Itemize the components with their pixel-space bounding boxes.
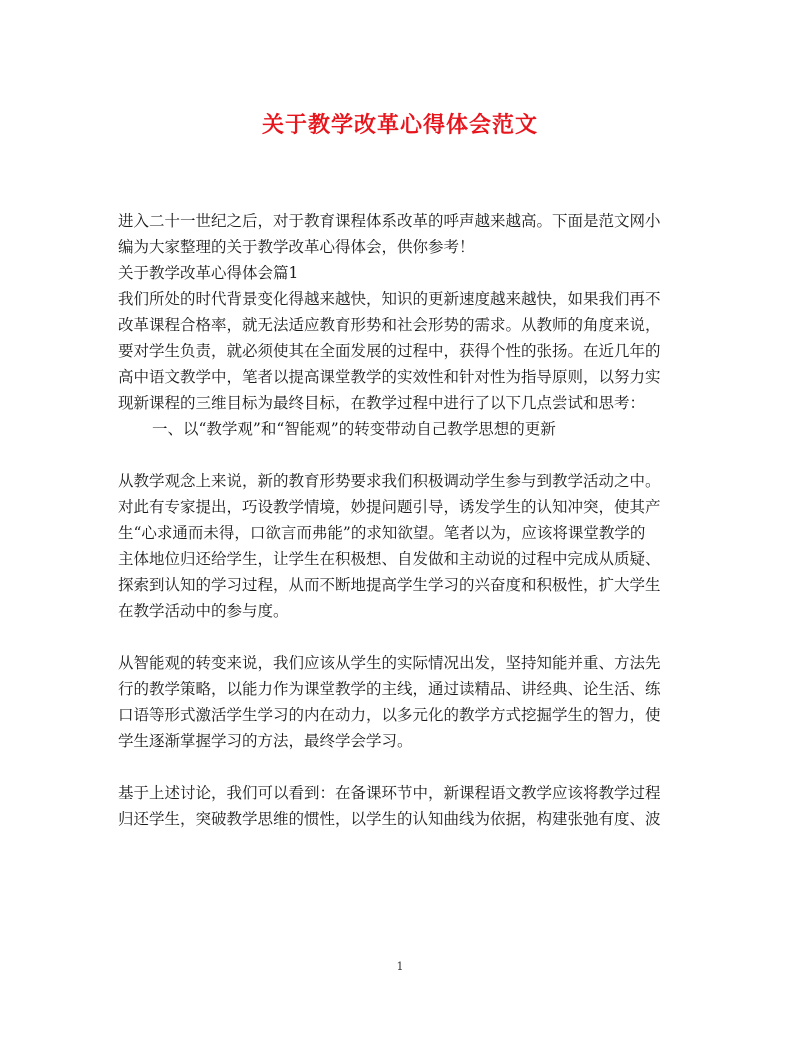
paragraph-line: 从教学观念上来说，新的教育形势要求我们积极调动学生参与到教学活动之中。 — [118, 472, 661, 490]
paragraph-line: 行的教学策略，以能力作为课堂教学的主线，通过读精品、讲经典、论生活、练 — [118, 680, 661, 698]
paragraph-gap — [118, 624, 680, 650]
paragraph-line: 生“心求通而未得，口欲言而弗能”的求知欲望。笔者以为，应该将课堂教学的 — [118, 524, 646, 542]
paragraph-line: 对此有专家提出，巧设教学情境，妙提问题引导，诱发学生的认知冲突，使其产 — [118, 498, 661, 516]
paragraph-line: 从智能观的转变来说，我们应该从学生的实际情况出发，坚持知能并重、方法先 — [118, 654, 661, 672]
document-body — [118, 208, 680, 832]
paragraph-line: 基于上述讨论，我们可以看到：在备课环节中，新课程语文教学应该将教学过程 — [118, 784, 661, 802]
paragraph-gap — [118, 442, 680, 468]
intro-line: 进入二十一世纪之后，对于教育课程体系改革的呼声越来越高。下面是范文网小 — [118, 212, 661, 230]
paragraph-gap — [118, 754, 680, 780]
paragraph-line: 我们所处的时代背景变化得越来越快，知识的更新速度越来越快，如果我们再不 — [118, 290, 661, 308]
paragraph-line: 高中语文教学中，笔者以提高课堂教学的实效性和针对性为指导原则，以努力实 — [118, 368, 661, 386]
paragraph-line: 学生逐渐掌握学习的方法，最终学会学习。 — [118, 732, 413, 750]
paragraph-line: 改革课程合格率，就无法适应教育形势和社会形势的需求。从教师的角度来说， — [118, 316, 661, 334]
document-title: 关于教学改革心得体会范文 — [261, 112, 538, 138]
paragraph-line: 要对学生负责，就必须使其在全面发展的过程中，获得个性的张扬。在近几年的 — [118, 342, 661, 360]
paragraph-line: 归还学生，突破教学思维的惯性，以学生的认知曲线为依据，构建张弛有度、波 — [118, 810, 661, 828]
paragraph-line: 口语等形式激活学生学习的内在动力，以多元化的教学方式挖掘学生的智力，使 — [118, 706, 661, 724]
paragraph-line: 现新课程的三维目标为最终目标，在教学过程中进行了以下几点尝试和思考： — [118, 394, 646, 412]
paragraph-line: 探索到认知的学习过程，从而不断地提高学生学习的兴奋度和积极性，扩大学生 — [118, 576, 661, 594]
subheading: 一、以“教学观”和“智能观”的转变带动自己教学思想的更新 — [152, 420, 556, 438]
section-heading: 关于教学改革心得体会篇1 — [118, 264, 299, 282]
paragraph-line: 在教学活动中的参与度。 — [118, 602, 289, 620]
paragraph-line: 主体地位归还给学生，让学生在积极想、自发做和主动说的过程中完成从质疑、 — [118, 550, 661, 568]
page-number: 1 — [396, 960, 404, 973]
intro-line: 编为大家整理的关于教学改革心得体会，供你参考！ — [118, 238, 475, 256]
